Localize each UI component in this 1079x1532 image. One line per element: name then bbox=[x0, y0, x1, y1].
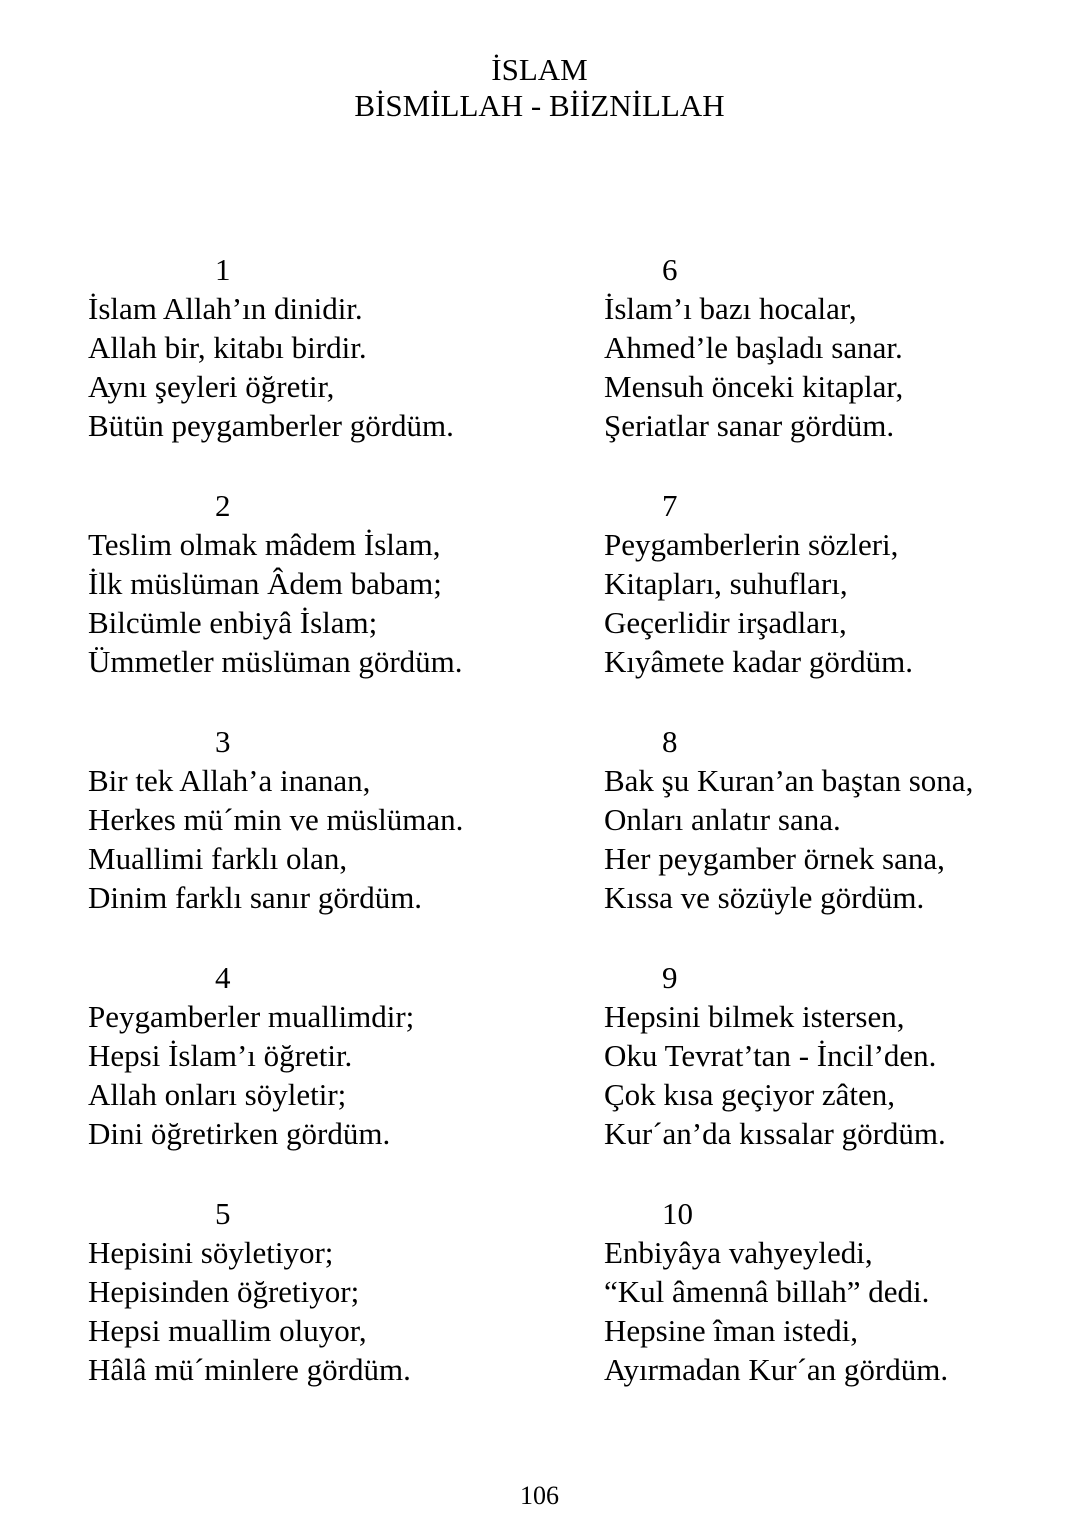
verse-line: Bir tek Allah’a inanan, bbox=[88, 763, 371, 798]
verse-line: Kur´an’da kıssalar gördüm. bbox=[604, 1116, 946, 1151]
stanza bbox=[88, 1194, 548, 1430]
stanza bbox=[604, 486, 1064, 722]
verse-line: İslam Allah’ın dinidir. bbox=[88, 291, 363, 326]
verse-line: Ümmetler müslüman gördüm. bbox=[88, 644, 463, 679]
stanza bbox=[88, 250, 548, 486]
verse-line: Bak şu Kuran’an baştan sona, bbox=[604, 763, 974, 798]
stanza bbox=[604, 250, 1064, 486]
right-column bbox=[604, 250, 1064, 1430]
verse-line: Oku Tevrat’tan - İncil’den. bbox=[604, 1038, 937, 1073]
verse-line: Şeriatlar sanar gördüm. bbox=[604, 408, 895, 443]
stanza bbox=[88, 486, 548, 722]
verse-line: İslam’ı bazı hocalar, bbox=[604, 291, 857, 326]
verse-line: Geçerlidir irşadları, bbox=[604, 605, 847, 640]
verse-line: Onları anlatır sana. bbox=[604, 802, 841, 837]
poem-title: İSLAM bbox=[491, 52, 588, 87]
stanza-number: 5 bbox=[215, 1196, 231, 1231]
verse-line: Kıssa ve sözüyle gördüm. bbox=[604, 880, 925, 915]
verse-line: Mensuh önceki kitaplar, bbox=[604, 369, 904, 404]
stanza-number: 2 bbox=[215, 488, 231, 523]
verse-line: Ahmed’le başladı sanar. bbox=[604, 330, 903, 365]
verse-line: Herkes mü´min ve müslüman. bbox=[88, 802, 464, 837]
stanza bbox=[604, 722, 1064, 958]
stanza-number: 1 bbox=[215, 252, 231, 287]
verse-line: Aynı şeyleri öğretir, bbox=[88, 369, 335, 404]
verse-line: İlk müslüman Âdem babam; bbox=[88, 566, 442, 601]
verse-line: Dinim farklı sanır gördüm. bbox=[88, 880, 423, 915]
stanza-number: 9 bbox=[662, 960, 678, 995]
verse-line: Enbiyâya vahyeyledi, bbox=[604, 1235, 873, 1270]
verse-line: Ayırmadan Kur´an gördüm. bbox=[604, 1352, 949, 1387]
verse-line: Allah bir, kitabı birdir. bbox=[88, 330, 367, 365]
verse-line: Bilcümle enbiyâ İslam; bbox=[88, 605, 378, 640]
verse-line: Çok kısa geçiyor zâten, bbox=[604, 1077, 895, 1112]
verse-line: Hepsi muallim oluyor, bbox=[88, 1313, 367, 1348]
verse-line: Muallimi farklı olan, bbox=[88, 841, 348, 876]
verse-line: Bütün peygamberler gördüm. bbox=[88, 408, 454, 443]
page-number: 106 bbox=[520, 1481, 559, 1510]
verse-line: Hepsi İslam’ı öğretir. bbox=[88, 1038, 353, 1073]
verse-line: Teslim olmak mâdem İslam, bbox=[88, 527, 441, 562]
verse-line: “Kul âmennâ billah” dedi. bbox=[604, 1274, 930, 1309]
verse-line: Allah onları söyletir; bbox=[88, 1077, 347, 1112]
verse-line: Peygamberler muallimdir; bbox=[88, 999, 415, 1034]
stanza bbox=[88, 722, 548, 958]
verse-line: Kitapları, suhufları, bbox=[604, 566, 848, 601]
verse-line: Her peygamber örnek sana, bbox=[604, 841, 945, 876]
verse-line: Hepsini bilmek istersen, bbox=[604, 999, 905, 1034]
stanza-number: 8 bbox=[662, 724, 678, 759]
verse-line: Dini öğretirken gördüm. bbox=[88, 1116, 391, 1151]
stanza bbox=[604, 1194, 1064, 1430]
stanza bbox=[88, 958, 548, 1194]
stanza-number: 10 bbox=[662, 1196, 693, 1231]
page-header bbox=[0, 52, 1079, 124]
left-column bbox=[88, 250, 548, 1430]
stanza bbox=[604, 958, 1064, 1194]
verse-line: Hâlâ mü´minlere gördüm. bbox=[88, 1352, 411, 1387]
verse-line: Hepisini söyletiyor; bbox=[88, 1235, 334, 1270]
stanza-number: 7 bbox=[662, 488, 678, 523]
stanza-number: 3 bbox=[215, 724, 231, 759]
stanza-number: 6 bbox=[662, 252, 678, 287]
stanza-number: 4 bbox=[215, 960, 231, 995]
verse-line: Peygamberlerin sözleri, bbox=[604, 527, 899, 562]
verse-line: Kıyâmete kadar gördüm. bbox=[604, 644, 914, 679]
verse-line: Hepsine îman istedi, bbox=[604, 1313, 858, 1348]
poem-subtitle: BİSMİLLAH - BİİZNİLLAH bbox=[354, 88, 725, 123]
verse-line: Hepisinden öğretiyor; bbox=[88, 1274, 360, 1309]
